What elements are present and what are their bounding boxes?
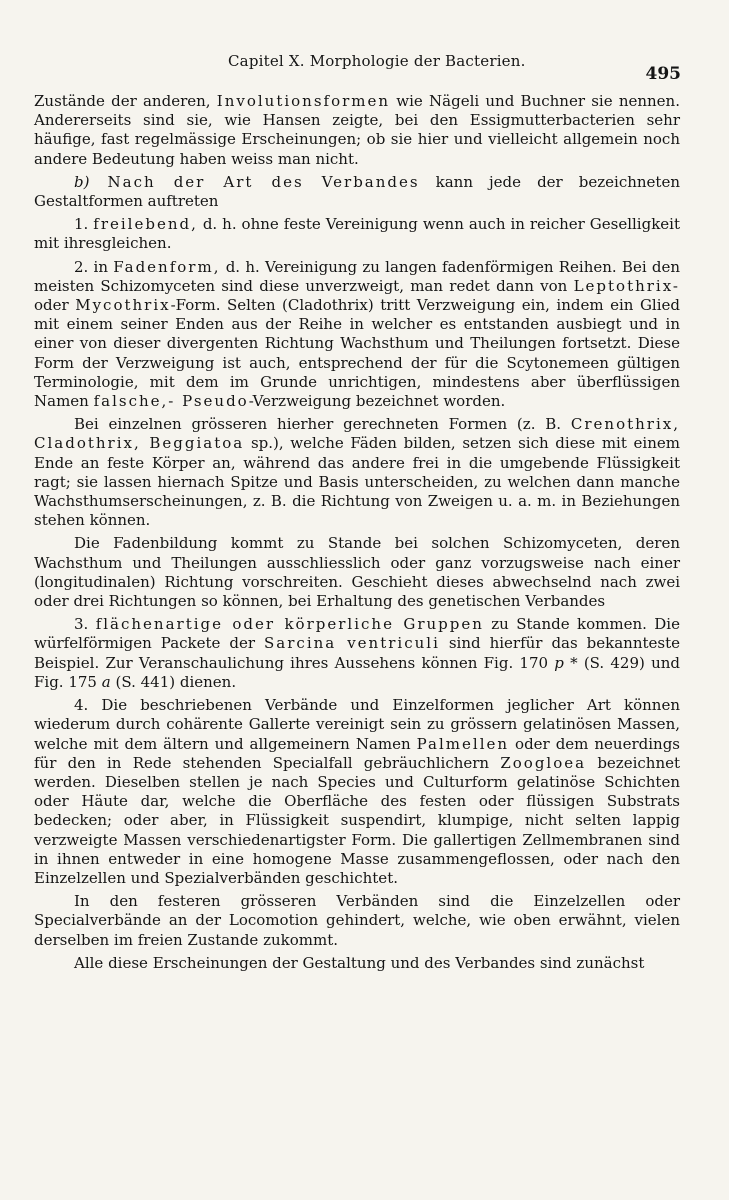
item-number: 1.: [74, 215, 94, 234]
spaced-term: falsche,- Pseudo: [93, 392, 249, 411]
page-header: [0, 50, 729, 84]
paragraph-item-4: [34, 696, 680, 888]
paragraph-item-1: [34, 215, 680, 253]
text-run: Zustände der anderen,: [34, 92, 217, 110]
text-run: d. h. Vereinigung zu langen fadenförmigen Reihen. Bei den meisten Schizomyceten sind diese unverzweigt, man redet dann von: [34, 257, 680, 295]
paragraph-filament-formation: [34, 534, 680, 611]
spaced-term: Verbandes: [321, 172, 420, 191]
spaced-term: Zoogloea: [500, 753, 587, 772]
paragraph-section-b: [34, 173, 680, 211]
spaced-term: Palmellen: [416, 734, 510, 753]
spaced-term: Crenothrix, Cladothrix, Beggiatoa: [34, 415, 680, 453]
spaced-term: Involutionsformen: [216, 92, 391, 110]
paragraph-continuation: [34, 92, 680, 169]
text-run: -Verzweigung bezeichnet worden.: [248, 392, 506, 411]
figure-ref: p *: [554, 653, 578, 672]
text-run: oder dem neuerdings für den in Rede stehenden Specialfall gebräuchlichern: [34, 734, 681, 772]
paragraph-closing: [34, 954, 680, 973]
spaced-term: Fadenform,: [113, 257, 221, 276]
text-run: sind hierfür das bekannteste Beispiel. Zur Veranschaulichung ihres Aussehens können Fig. 170: [34, 634, 681, 672]
page-number: 495: [645, 64, 681, 84]
item-number: 3.: [74, 615, 96, 634]
paragraph-item-2: [34, 258, 680, 412]
text-run: wie Nägeli und Buchner sie nennen. Andererseits sind sie, wie Hansen zeigte, bei den Essigmutterbacterien sehr häufige, fast regelmässige Erscheinungen; ob sie hier und vielleicht allgemein noch andere Bedeutung haben weiss man nicht.: [34, 92, 680, 168]
figure-ref: a: [101, 672, 111, 691]
spaced-term: flächenartige oder körperliche Gruppen: [95, 615, 484, 634]
body-text: [34, 92, 680, 977]
text-run: Die Fadenbildung kommt zu Stande bei solchen Schizomyceten, deren Wachsthum und Theilungen ausschliesslich oder ganz vorzugsweise nach einer (longitudinalen) Richtung vorschreiten. Geschieht dieses abwechselnd nach zwei oder drei Richtungen so können, bei Erhaltung des genetischen Verbandes: [34, 534, 680, 611]
spaced-term: Mycothrix: [75, 296, 171, 315]
spaced-term: Leptothrix-: [573, 276, 680, 295]
spaced-term: freilebend,: [93, 215, 198, 234]
text-run: -Form. Selten (Cladothrix) tritt Verzweigung ein, indem ein Glied mit einem seiner Enden aus der Reihe in welcher es entstanden ausbiegt und in einer von dieser divergenten Richtung Wachsthum und Theilungen fortsetzt. Diese Form der Verzweigung ist auch, entsprechend der für die Scytonemeen gültigen Terminologie, mit dem im Grunde unrichtigen, mindestens aber überflüssigen Namen: [34, 296, 680, 411]
text-run: Alle diese Erscheinungen der Gestaltung und des Verbandes sind zunächst: [74, 953, 645, 972]
text-run: (S. 441) dienen.: [110, 672, 237, 691]
text-run: zu Stande kommen. Die würfelförmigen Packete der: [34, 615, 680, 653]
text-run: d. h. ohne feste Vereinigung wenn auch in reicher Geselligkeit mit ihresgleichen.: [34, 215, 680, 253]
text-run: 4. Die beschriebenen Verbände und Einzelformen jeglicher Art können wiederum durch cohärente Gallerte vereinigt sein zu grössern gelatinösen Massen, welche mit dem ältern und allgemeinern Namen: [34, 696, 680, 753]
paragraph-large-forms: [34, 415, 680, 530]
item-number: 2. in: [74, 257, 114, 276]
text-run: In den festeren grösseren Verbänden sind die Einzelzellen oder Specialverbände an der Locomotion gehindert, welche, wie oben erwähnt, vielen derselben im freien Zustande zukommt.: [34, 892, 680, 949]
text-run: Bei einzelnen grösseren hierher gerechneten Formen (z. B.: [74, 415, 571, 434]
spaced-term: Sarcina ventriculi: [264, 634, 440, 653]
text-run: kann jede der bezeichneten Gestaltformen auftreten: [34, 172, 680, 211]
section-marker: b): [74, 172, 90, 191]
paragraph-locomotion: [34, 892, 680, 950]
spaced-term: Nach der Art des: [89, 172, 322, 191]
paragraph-item-3: [34, 615, 680, 692]
text-run: oder: [34, 296, 76, 315]
running-head: Capitel X. Morphologie der Bacterien.: [228, 52, 526, 70]
text-run: bezeichnet werden. Dieselben stellen je nach Species und Culturform gelatinöse Schichten oder Häute dar, welche die Oberfläche des festen oder flüssigen Substrats bedecken; oder aber, in Flüssigkeit suspendirt, klumpige, nicht selten lappig verzweigte Massen verschiedenartigster Form. Die gallertigen Zellmembranen sind in ihnen entweder in eine homogene Masse zusammengeflossen, oder nach den Einzelzellen und Spezialverbänden geschichtet.: [34, 753, 681, 887]
text-run: (S. 429) und Fig. 175: [34, 653, 681, 691]
text-run: sp.), welche Fäden bilden, setzen sich diese mit einem Ende an feste Körper an, während das andere frei in die umgebende Flüssigkeit ragt; sie lassen hiernach Spitze und Basis unterscheiden, zu welchen dann manche Wachsthumserscheinungen, z. B. die Richtung von Zweigen u. a. m. in Beziehungen stehen können.: [34, 434, 680, 530]
